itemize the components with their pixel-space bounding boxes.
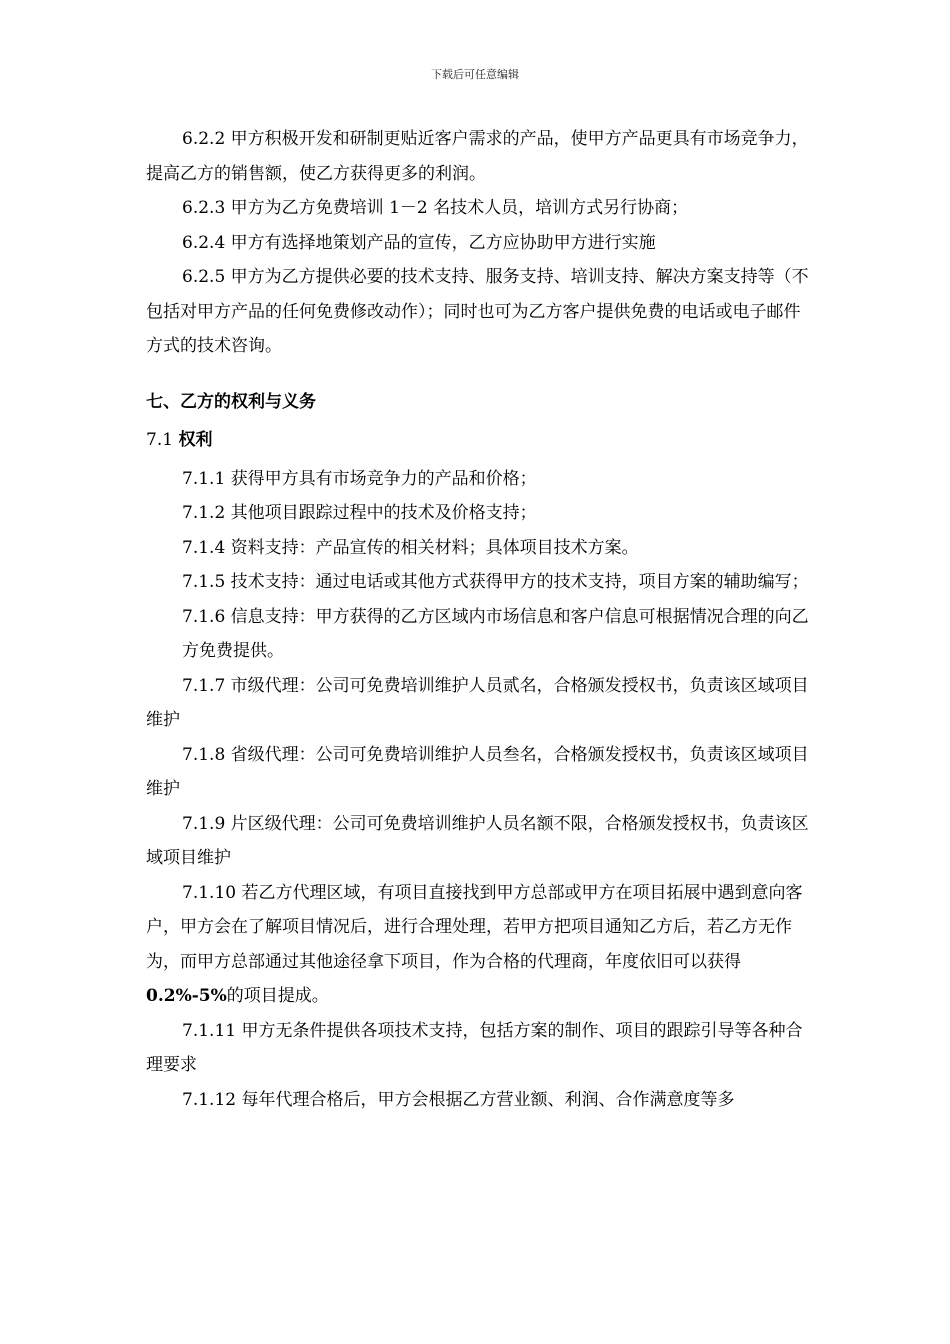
section-7-title: 七、乙方的权利与义务: [146, 391, 316, 412]
clause-7-1-10: [146, 876, 812, 1014]
clause-7-1-4: 7.1.4 资料支持：产品宣传的相关材料；具体项目技术方案。: [182, 537, 639, 558]
clause-6-2-3: 6.2.3 甲方为乙方免费培训 1－2 名技术人员，培训方式另行协商；: [182, 198, 689, 218]
clause-list: [146, 462, 812, 1118]
clause-7-1-6: 7.1.6 信息支持：甲方获得的乙方区域内市场信息和客户信息可根据情况合理的向乙方免费提供。: [182, 606, 809, 661]
commission-range: 0.2%-5%: [146, 986, 227, 1006]
clause-7-1-1: 7.1.1 获得甲方具有市场竞争力的产品和价格；: [182, 468, 537, 489]
clause-6-2-5: 6.2.5 甲方为乙方提供必要的技术支持、服务支持、培训支持、解决方案支持等（不包括对甲方产品的任何免费修改动作）；同时也可为乙方客户提供免费的电话或电子邮件方式的技术咨询。: [146, 267, 809, 356]
clause-7-1-10-tail: 的项目提成。: [226, 986, 329, 1006]
clause-7-1-11: 7.1.11 甲方无条件提供各项技术支持，包括方案的制作、项目的跟踪引导等各种合理要求: [146, 1020, 803, 1075]
clause-6-2-4: 6.2.4 甲方有选择地策划产品的宣传，乙方应协助甲方进行实施: [182, 232, 656, 253]
clause-6-2-2: 6.2.2 甲方积极开发和研制更贴近客户需求的产品，使甲方产品更具有市场竞争力，提高乙方的销售额，使乙方获得更多的利润。: [146, 129, 809, 184]
subsection-number: 7.1: [146, 430, 179, 450]
clause-7-1-9: 7.1.9 片区级代理：公司可免费培训维护人员名额不限，合格颁发授权书，负责该区域项目维护: [146, 813, 809, 868]
clause-7-1-12: 7.1.12 每年代理合格后，甲方会根据乙方营业额、利润、合作满意度等多: [182, 1089, 735, 1110]
document-body: [146, 122, 812, 1117]
clause-7-1-2: 7.1.2 其他项目跟踪过程中的技术及价格支持；: [182, 503, 537, 523]
clause-7-1-8: 7.1.8 省级代理：公司可免费培训维护人员叁名，合格颁发授权书，负责该区域项目维护: [146, 744, 809, 799]
page-header: 下载后可任意编辑: [431, 68, 519, 81]
clause-7-1-10-text: 7.1.10 若乙方代理区域，有项目直接找到甲方总部或甲方在项目拓展中遇到意向客户，甲方会在了解项目情况后，进行合理处理，若甲方把项目通知乙方后，若乙方无作为，而甲方总部通过其他途径拿下项目，作为合格的代理商，年度依旧可以获得: [146, 882, 803, 972]
subsection-label: 权利: [178, 430, 213, 450]
clause-7-1-5: 7.1.5 技术支持：通过电话或其他方式获得甲方的技术支持，项目方案的辅助编写；: [182, 572, 809, 592]
subsection-7-1-title: [146, 423, 812, 458]
clause-7-1-7: 7.1.7 市级代理：公司可免费培训维护人员贰名，合格颁发授权书，负责该区域项目维护: [146, 675, 809, 730]
